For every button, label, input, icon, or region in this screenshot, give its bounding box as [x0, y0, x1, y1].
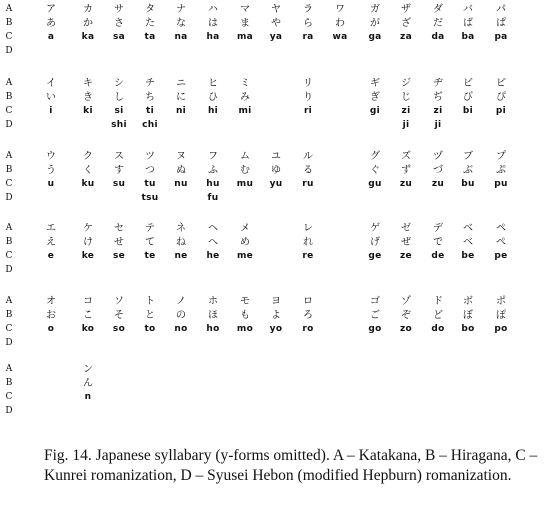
kunrei-cell: me	[236, 251, 254, 261]
katakana-cell: ワ	[335, 4, 345, 15]
hiragana-cell: れ	[303, 237, 313, 248]
hiragana-cell: ひ	[208, 92, 218, 103]
kunrei-cell: sa	[112, 32, 126, 42]
hiragana-cell: と	[145, 310, 155, 321]
kunrei-cell: zi	[433, 106, 443, 116]
katakana-cell: リ	[303, 78, 313, 89]
hiragana-cell: ぷ	[496, 165, 506, 176]
katakana-cell: ゲ	[370, 223, 380, 234]
hiragana-cell: で	[433, 237, 443, 248]
katakana-cell: ニ	[176, 78, 186, 89]
hiragana-cell: ぽ	[496, 310, 506, 321]
syllabary-row-d	[0, 405, 550, 418]
katakana-cell: ア	[46, 4, 56, 15]
hiragana-cell: る	[303, 165, 313, 176]
hiragana-cell: り	[303, 92, 313, 103]
syllabary-row-b	[0, 377, 550, 390]
kunrei-cell: pa	[494, 32, 508, 42]
hiragana-cell: が	[370, 18, 380, 29]
hiragana-cell: ぴ	[496, 92, 506, 103]
hiragana-cell: ぬ	[176, 165, 186, 176]
row-label: A	[5, 296, 13, 306]
kunrei-cell: ku	[81, 179, 95, 189]
katakana-cell: モ	[240, 296, 250, 307]
kunrei-cell: ya	[269, 32, 283, 42]
hiragana-cell: す	[114, 165, 124, 176]
katakana-cell: ケ	[83, 223, 93, 234]
kunrei-cell: bo	[461, 324, 475, 334]
hepburn-cell: tsu	[141, 193, 159, 203]
syllabary-row-b	[0, 236, 550, 249]
katakana-cell: テ	[145, 223, 155, 234]
syllabary-row-a	[0, 150, 550, 163]
kunrei-cell: ze	[400, 251, 412, 261]
hiragana-cell: せ	[114, 237, 124, 248]
kunrei-cell: ra	[302, 32, 314, 42]
kunrei-cell: da	[431, 32, 445, 42]
kunrei-cell: n	[84, 392, 92, 402]
kunrei-cell: na	[174, 32, 188, 42]
katakana-cell: ペ	[496, 223, 506, 234]
katakana-cell: フ	[208, 151, 218, 162]
hiragana-cell: そ	[114, 310, 124, 321]
syllabary-row-a	[0, 3, 550, 16]
kunrei-cell: mi	[238, 106, 252, 116]
katakana-cell: ベ	[463, 223, 473, 234]
syllabary-row-d	[0, 264, 550, 277]
hiragana-cell: な	[176, 18, 186, 29]
katakana-cell: バ	[463, 4, 473, 15]
katakana-cell: エ	[46, 223, 56, 234]
hepburn-cell: chi	[142, 120, 158, 130]
katakana-cell: ユ	[271, 151, 281, 162]
hiragana-cell: よ	[271, 310, 281, 321]
syllabary-row-a	[0, 295, 550, 308]
katakana-cell: ガ	[370, 4, 380, 15]
hiragana-cell: く	[83, 165, 93, 176]
kunrei-cell: mu	[236, 179, 254, 189]
hiragana-cell: ご	[370, 310, 380, 321]
hiragana-cell: み	[240, 92, 250, 103]
row-label: B	[5, 92, 13, 102]
kunrei-cell: ta	[144, 32, 156, 42]
katakana-cell: キ	[83, 78, 93, 89]
hiragana-cell: う	[46, 165, 56, 176]
kunrei-cell: no	[174, 324, 188, 334]
hiragana-cell: て	[145, 237, 155, 248]
hiragana-cell: だ	[433, 18, 443, 29]
row-label: D	[5, 193, 13, 203]
katakana-cell: ソ	[114, 296, 124, 307]
hiragana-cell: ぜ	[401, 237, 411, 248]
kunrei-cell: do	[431, 324, 445, 334]
hepburn-cell: fu	[207, 193, 219, 203]
row-label: B	[5, 18, 13, 28]
hiragana-cell: ん	[83, 378, 93, 389]
katakana-cell: ノ	[176, 296, 186, 307]
syllabary-row-d	[0, 192, 550, 205]
katakana-cell: ラ	[303, 4, 313, 15]
kunrei-cell: pi	[495, 106, 507, 116]
row-label: C	[5, 106, 13, 116]
figure-caption: Fig. 14. Japanese syllabary (y-forms omitted). A – Katakana, B – Hiragana, C – Kunrei romanization, D – Syusei Hebon (modified Hepburn) romanization.	[44, 446, 538, 484]
katakana-cell: パ	[496, 4, 506, 15]
row-label: A	[5, 78, 13, 88]
hiragana-cell: ぢ	[433, 92, 443, 103]
katakana-cell: ミ	[240, 78, 250, 89]
kunrei-cell: go	[368, 324, 382, 334]
syllabary-row-a	[0, 77, 550, 90]
katakana-cell: ダ	[433, 4, 443, 15]
kunrei-cell: bi	[462, 106, 474, 116]
kunrei-cell: be	[461, 251, 475, 261]
katakana-cell: ヘ	[208, 223, 218, 234]
kunrei-cell: gi	[369, 106, 381, 116]
hiragana-cell: た	[145, 18, 155, 29]
hiragana-cell: か	[83, 18, 93, 29]
kunrei-cell: gu	[368, 179, 382, 189]
hiragana-cell: や	[271, 18, 281, 29]
kunrei-cell: ke	[81, 251, 95, 261]
hiragana-cell: ぼ	[463, 310, 473, 321]
katakana-cell: ホ	[208, 296, 218, 307]
hiragana-cell: の	[176, 310, 186, 321]
kunrei-cell: ru	[302, 179, 314, 189]
kunrei-cell: se	[112, 251, 126, 261]
hiragana-cell: わ	[335, 18, 345, 29]
katakana-cell: チ	[145, 78, 155, 89]
kunrei-cell: ro	[302, 324, 314, 334]
hiragana-cell: ふ	[208, 165, 218, 176]
hiragana-cell: け	[83, 237, 93, 248]
hiragana-cell: ほ	[208, 310, 218, 321]
katakana-cell: シ	[114, 78, 124, 89]
row-label: C	[5, 32, 13, 42]
katakana-cell: ド	[433, 296, 443, 307]
syllabary-row-b	[0, 309, 550, 322]
katakana-cell: ン	[83, 364, 93, 375]
syllabary-row-b	[0, 164, 550, 177]
katakana-cell: コ	[83, 296, 93, 307]
katakana-cell: ト	[145, 296, 155, 307]
katakana-cell: ヨ	[271, 296, 281, 307]
row-label: A	[5, 223, 13, 233]
katakana-cell: ル	[303, 151, 313, 162]
hiragana-cell: い	[46, 92, 56, 103]
kunrei-cell: yo	[269, 324, 283, 334]
katakana-cell: レ	[303, 223, 313, 234]
hiragana-cell: へ	[208, 237, 218, 248]
katakana-cell: ジ	[401, 78, 411, 89]
syllabary-row-b	[0, 91, 550, 104]
kunrei-cell: tu	[144, 179, 156, 189]
katakana-cell: ピ	[496, 78, 506, 89]
kunrei-cell: nu	[174, 179, 188, 189]
katakana-cell: タ	[145, 4, 155, 15]
kunrei-cell: ni	[175, 106, 187, 116]
katakana-cell: ヅ	[433, 151, 443, 162]
hiragana-cell: し	[114, 92, 124, 103]
hiragana-cell: ゆ	[271, 165, 281, 176]
kunrei-cell: mo	[236, 324, 254, 334]
row-label: C	[5, 251, 13, 261]
kunrei-cell: ti	[146, 106, 154, 116]
kunrei-cell: e	[47, 251, 55, 261]
syllabary-row-d	[0, 45, 550, 58]
hiragana-cell: つ	[145, 165, 155, 176]
syllabary-row-d	[0, 337, 550, 350]
katakana-cell: デ	[433, 223, 443, 234]
syllabary-row-d	[0, 119, 550, 132]
hiragana-cell: え	[46, 237, 56, 248]
katakana-cell: メ	[240, 223, 250, 234]
row-label: C	[5, 179, 13, 189]
kunrei-cell: ba	[461, 32, 475, 42]
kunrei-cell: pe	[494, 251, 508, 261]
katakana-cell: ゴ	[370, 296, 380, 307]
syllabary-row-c	[0, 391, 550, 404]
kunrei-cell: hi	[207, 106, 219, 116]
hiragana-cell: ば	[463, 18, 473, 29]
katakana-cell: ツ	[145, 151, 155, 162]
hiragana-cell: び	[463, 92, 473, 103]
hiragana-cell: ま	[240, 18, 250, 29]
katakana-cell: ネ	[176, 223, 186, 234]
kunrei-cell: a	[47, 32, 55, 42]
katakana-cell: カ	[83, 4, 93, 15]
hiragana-cell: き	[83, 92, 93, 103]
syllabary-row-a	[0, 363, 550, 376]
syllabary-row-c	[0, 323, 550, 336]
katakana-cell: ゾ	[401, 296, 411, 307]
kunrei-cell: to	[144, 324, 156, 334]
row-label: D	[5, 265, 13, 275]
katakana-cell: ク	[83, 151, 93, 162]
syllabary-row-c	[0, 250, 550, 263]
hiragana-cell: ざ	[401, 18, 411, 29]
hepburn-cell: shi	[111, 120, 127, 130]
row-label: B	[5, 237, 13, 247]
hiragana-cell: ど	[433, 310, 443, 321]
hiragana-cell: げ	[370, 237, 380, 248]
hiragana-cell: め	[240, 237, 250, 248]
kunrei-cell: yu	[269, 179, 283, 189]
hiragana-cell: ぱ	[496, 18, 506, 29]
row-label: D	[5, 406, 13, 416]
katakana-cell: ゼ	[401, 223, 411, 234]
row-label: D	[5, 120, 13, 130]
row-label: D	[5, 338, 13, 348]
kunrei-cell: de	[431, 251, 445, 261]
row-label: A	[5, 364, 13, 374]
katakana-cell: ウ	[46, 151, 56, 162]
kunrei-cell: pu	[494, 179, 508, 189]
hiragana-cell: ね	[176, 237, 186, 248]
kunrei-cell: so	[112, 324, 126, 334]
katakana-cell: オ	[46, 296, 56, 307]
katakana-cell: ロ	[303, 296, 313, 307]
hiragana-cell: べ	[463, 237, 473, 248]
kunrei-cell: re	[302, 251, 314, 261]
kunrei-cell: zu	[399, 179, 413, 189]
syllabary-row-c	[0, 31, 550, 44]
kunrei-cell: hu	[206, 179, 220, 189]
katakana-cell: ビ	[463, 78, 473, 89]
kunrei-cell: zu	[431, 179, 445, 189]
hiragana-cell: あ	[46, 18, 56, 29]
row-label: A	[5, 151, 13, 161]
katakana-cell: ヒ	[208, 78, 218, 89]
hiragana-cell: に	[176, 92, 186, 103]
hiragana-cell: さ	[114, 18, 124, 29]
hiragana-cell: も	[240, 310, 250, 321]
katakana-cell: サ	[114, 4, 124, 15]
hiragana-cell: ち	[145, 92, 155, 103]
katakana-cell: グ	[370, 151, 380, 162]
hiragana-cell: む	[240, 165, 250, 176]
hiragana-cell: ぐ	[370, 165, 380, 176]
kunrei-cell: ki	[83, 106, 93, 116]
katakana-cell: イ	[46, 78, 56, 89]
katakana-cell: ズ	[401, 151, 411, 162]
katakana-cell: ム	[240, 151, 250, 162]
kunrei-cell: zi	[401, 106, 411, 116]
kunrei-cell: si	[114, 106, 124, 116]
hiragana-cell: ぶ	[463, 165, 473, 176]
hiragana-cell: ろ	[303, 310, 313, 321]
katakana-cell: セ	[114, 223, 124, 234]
kunrei-cell: bu	[461, 179, 475, 189]
katakana-cell: プ	[496, 151, 506, 162]
syllabary-row-c	[0, 105, 550, 118]
katakana-cell: ナ	[176, 4, 186, 15]
row-label: B	[5, 165, 13, 175]
hiragana-cell: じ	[401, 92, 411, 103]
kunrei-cell: te	[144, 251, 156, 261]
row-label: A	[5, 4, 13, 14]
kunrei-cell: he	[206, 251, 220, 261]
kunrei-cell: ri	[303, 106, 313, 116]
kunrei-cell: po	[494, 324, 508, 334]
hiragana-cell: ら	[303, 18, 313, 29]
katakana-cell: ブ	[463, 151, 473, 162]
katakana-cell: マ	[240, 4, 250, 15]
row-label: B	[5, 310, 13, 320]
hiragana-cell: ぎ	[370, 92, 380, 103]
kunrei-cell: wa	[332, 32, 348, 42]
kunrei-cell: su	[112, 179, 126, 189]
kunrei-cell: u	[47, 179, 55, 189]
hiragana-cell: ぞ	[401, 310, 411, 321]
syllabary-row-a	[0, 222, 550, 235]
katakana-cell: ザ	[401, 4, 411, 15]
kunrei-cell: ge	[368, 251, 382, 261]
kunrei-cell: i	[49, 106, 53, 116]
hepburn-cell: ji	[434, 120, 442, 130]
hiragana-cell: づ	[433, 165, 443, 176]
kunrei-cell: ne	[174, 251, 188, 261]
kunrei-cell: ho	[206, 324, 220, 334]
katakana-cell: ギ	[370, 78, 380, 89]
syllabary-row-b	[0, 17, 550, 30]
kunrei-cell: o	[47, 324, 55, 334]
katakana-cell: ポ	[496, 296, 506, 307]
katakana-cell: ヂ	[433, 78, 443, 89]
kunrei-cell: za	[400, 32, 412, 42]
kunrei-cell: ko	[81, 324, 95, 334]
row-label: C	[5, 324, 13, 334]
katakana-cell: ス	[114, 151, 124, 162]
syllabary-row-c	[0, 178, 550, 191]
kunrei-cell: ha	[206, 32, 220, 42]
hiragana-cell: は	[208, 18, 218, 29]
katakana-cell: ヌ	[176, 151, 186, 162]
katakana-cell: ハ	[208, 4, 218, 15]
row-label: D	[5, 46, 13, 56]
hepburn-cell: ji	[402, 120, 410, 130]
katakana-cell: ボ	[463, 296, 473, 307]
hiragana-cell: ず	[401, 165, 411, 176]
row-label: B	[5, 378, 13, 388]
katakana-cell: ヤ	[271, 4, 281, 15]
kunrei-cell: zo	[399, 324, 413, 334]
hiragana-cell: こ	[83, 310, 93, 321]
hiragana-cell: お	[46, 310, 56, 321]
hiragana-cell: ぺ	[496, 237, 506, 248]
kunrei-cell: ga	[368, 32, 382, 42]
kunrei-cell: ka	[81, 32, 95, 42]
kunrei-cell: ma	[236, 32, 254, 42]
row-label: C	[5, 392, 13, 402]
